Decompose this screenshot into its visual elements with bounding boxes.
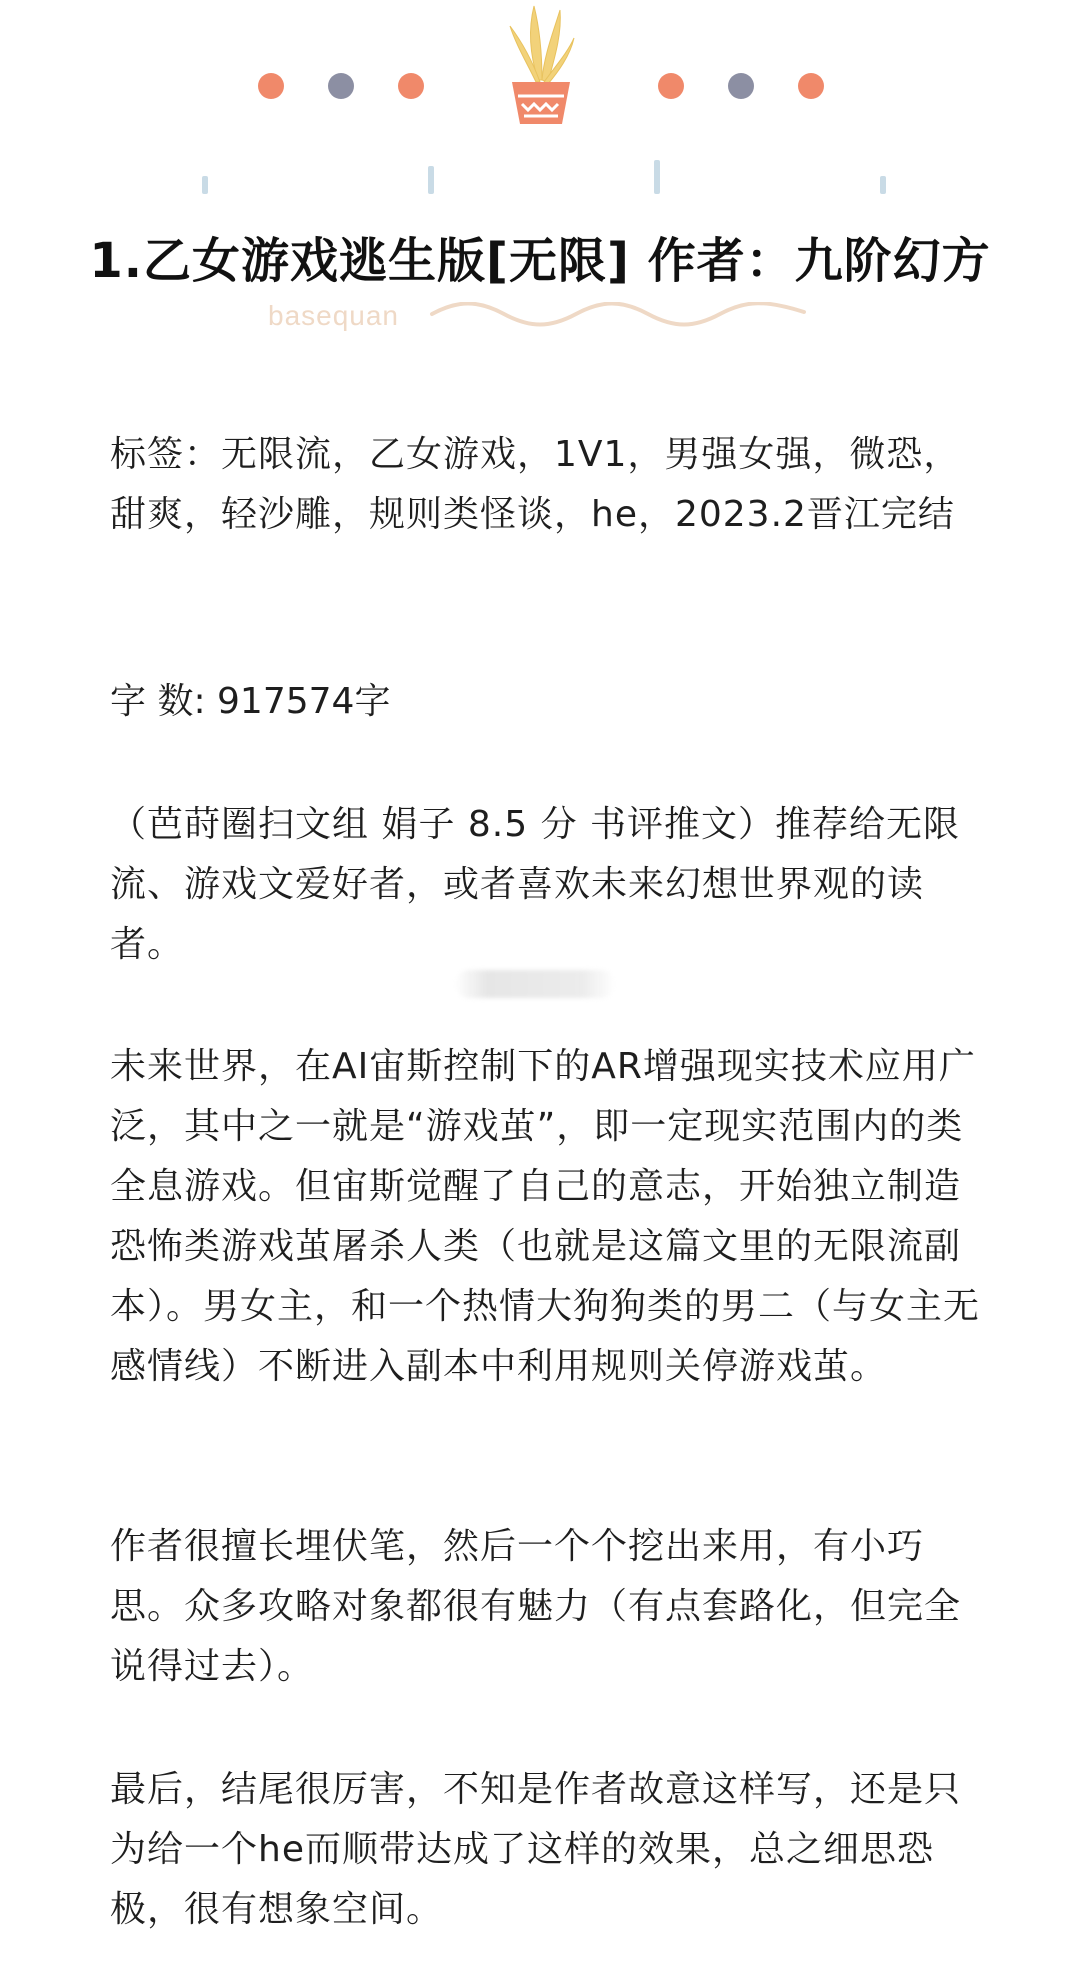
plot-paragraph: 未来世界，在AI宙斯控制下的AR增强现实技术应用广泛，其中之一就是“游戏茧”，即一定现实范围内的类全息游戏。但宙斯觉醒了自己的意志，开始独立制造恐怖类游戏茧屠杀人类（也就是这篇文里的无限流副本）。男女主，和一个热情大狗狗类的男二（与女主无感情线）不断进入副本中利用规则关停游戏茧。	[110, 1046, 981, 1387]
author-note-paragraph: 作者很擅长埋伏笔，然后一个个挖出来用，有小巧思。众多攻略对象都很有魅力（有点套路化，但完全说得过去）。	[110, 1526, 962, 1687]
page-title: 1.乙女游戏逃生版[无限] 作者：九阶幻方	[89, 233, 991, 289]
decor-tick-4	[880, 176, 886, 194]
decor-dot-4	[658, 73, 684, 99]
decor-tick-2	[428, 166, 434, 194]
brand-watermark: basequan	[268, 300, 400, 331]
plant-pot-icon	[498, 0, 584, 128]
decor-dot-2	[328, 73, 354, 99]
blurred-watermark	[455, 970, 615, 998]
decor-dot-3	[398, 73, 424, 99]
word-count-paragraph: 字 数: 917574字	[110, 681, 391, 722]
wave-divider-icon	[428, 302, 808, 332]
recommendation-paragraph: （芭莳圈扫文组 娟子 8.5 分 书评推文）推荐给无限流、游戏文爱好者，或者喜欢未来幻想世界观的读者。	[110, 804, 961, 965]
decor-tick-1	[202, 176, 208, 194]
decor-dot-5	[728, 73, 754, 99]
ending-paragraph: 最后，结尾很厉害，不知是作者故意这样写，还是只为给一个he而顺带达成了这样的效果，总之细思恐极，很有想象空间。	[110, 1769, 962, 1930]
tags-paragraph: 标签：无限流，乙女游戏，1V1，男强女强，微恐，甜爽，轻沙雕，规则类怪谈，he，2023.2晋江完结	[110, 434, 961, 535]
decor-dot-1	[258, 73, 284, 99]
decor-dot-6	[798, 73, 824, 99]
decor-tick-3	[654, 160, 660, 194]
